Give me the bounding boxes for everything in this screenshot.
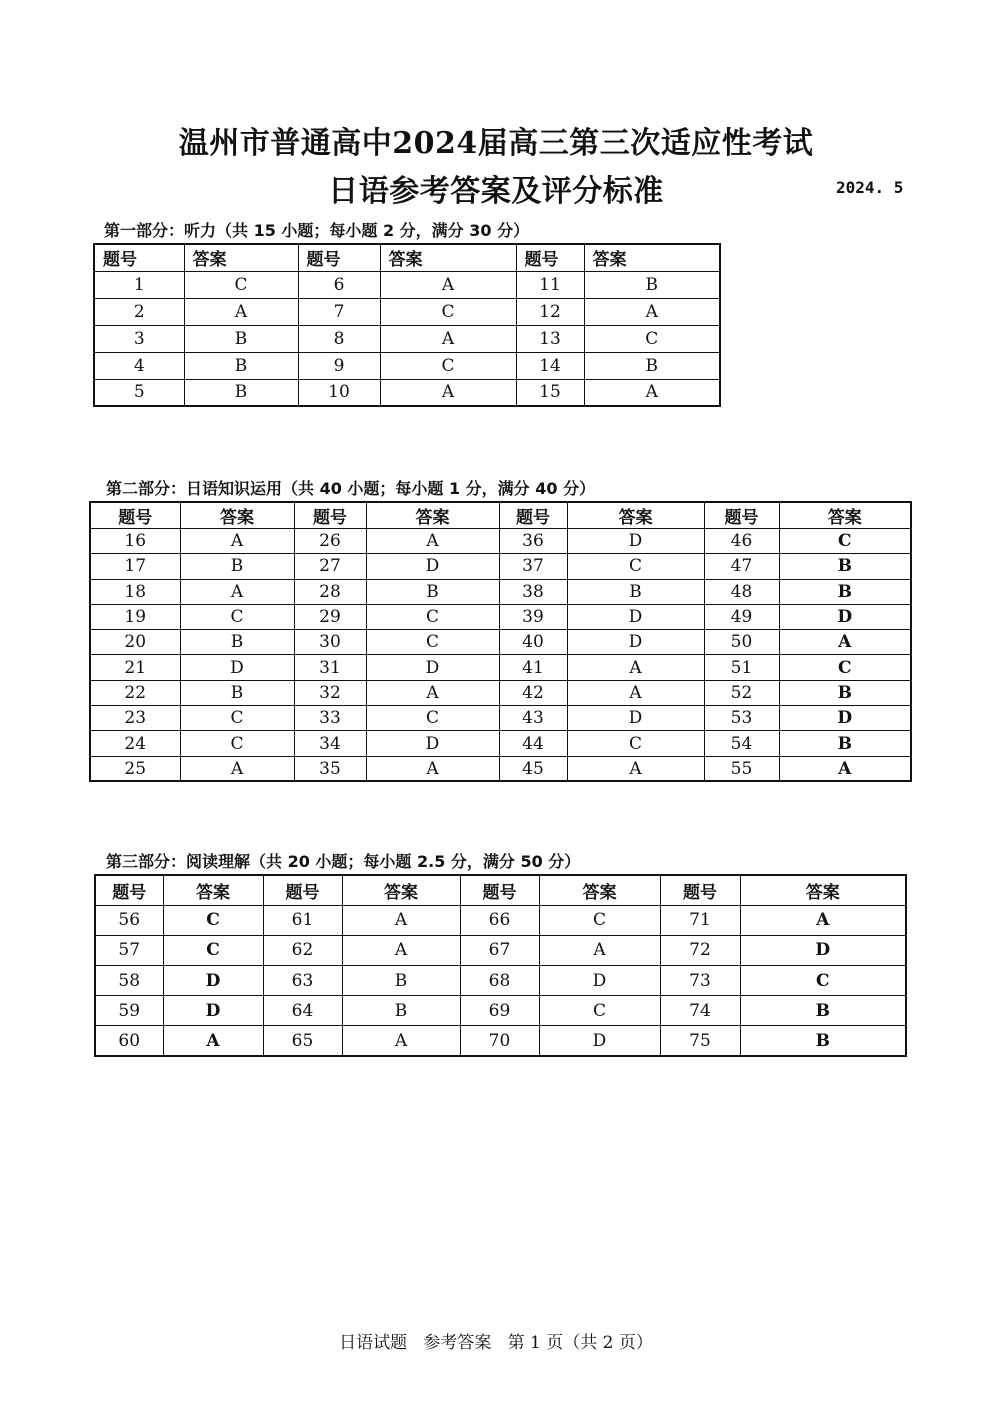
table-row [94, 325, 720, 352]
question-number: 17 [90, 554, 180, 579]
table-row [95, 935, 906, 965]
answer-cell: A [180, 529, 294, 554]
question-number: 21 [90, 655, 180, 680]
answer-cell: A [740, 905, 906, 935]
question-number: 63 [263, 966, 342, 996]
question-number: 5 [94, 379, 184, 406]
answer-cell: D [567, 630, 704, 655]
answer-cell: D [740, 935, 906, 965]
answer-cell: D [366, 655, 499, 680]
section-2-answer-table [89, 501, 912, 782]
question-number: 60 [95, 1026, 163, 1056]
answer-cell: A [380, 271, 516, 298]
question-number: 45 [499, 756, 567, 781]
answer-cell: A [163, 1026, 263, 1056]
answer-cell: D [779, 604, 911, 629]
question-number: 55 [704, 756, 779, 781]
question-number: 12 [516, 298, 584, 325]
answer-cell: C [779, 655, 911, 680]
question-number: 54 [704, 731, 779, 756]
question-number: 2 [94, 298, 184, 325]
answer-cell: A [342, 935, 460, 965]
answer-cell: B [366, 579, 499, 604]
table-row [94, 271, 720, 298]
question-number: 49 [704, 604, 779, 629]
answer-cell: A [366, 680, 499, 705]
page-footer: 日语试题 参考答案 第 1 页（共 2 页） [339, 1333, 653, 1353]
question-number: 59 [95, 996, 163, 1026]
answer-cell: C [380, 298, 516, 325]
answer-cell: D [567, 604, 704, 629]
answer-header: 答案 [342, 875, 460, 905]
question-number: 4 [94, 352, 184, 379]
table-row [95, 966, 906, 996]
table-row [90, 680, 911, 705]
answer-cell: B [567, 579, 704, 604]
question-number: 40 [499, 630, 567, 655]
answer-cell: C [567, 731, 704, 756]
table-header-row [94, 244, 720, 271]
answer-cell: D [539, 1026, 660, 1056]
answer-header: 答案 [184, 244, 298, 271]
answer-cell: A [567, 680, 704, 705]
table-row [90, 604, 911, 629]
answer-cell: B [740, 996, 906, 1026]
question-number-header: 题号 [294, 502, 366, 529]
question-number: 71 [660, 905, 740, 935]
answer-header: 答案 [366, 502, 499, 529]
answer-cell: A [380, 379, 516, 406]
answer-cell: B [180, 554, 294, 579]
answer-cell: C [366, 706, 499, 731]
document-title: 温州市普通高中2024届高三第三次适应性考试 [178, 126, 814, 161]
answer-cell: C [180, 706, 294, 731]
section-1-answer-table [93, 243, 721, 407]
answer-cell: A [584, 379, 720, 406]
section-3-heading: 第三部分：阅读理解（共 20 小题；每小题 2.5 分，满分 50 分） [106, 852, 581, 871]
answer-header: 答案 [567, 502, 704, 529]
question-number: 73 [660, 966, 740, 996]
question-number: 37 [499, 554, 567, 579]
answer-cell: B [779, 731, 911, 756]
answer-cell: D [567, 706, 704, 731]
answer-cell: A [539, 935, 660, 965]
answer-cell: B [740, 1026, 906, 1056]
question-number: 69 [460, 996, 539, 1026]
table-row [90, 630, 911, 655]
answer-cell: D [779, 706, 911, 731]
question-number: 26 [294, 529, 366, 554]
question-number: 58 [95, 966, 163, 996]
table-row [90, 554, 911, 579]
question-number: 72 [660, 935, 740, 965]
question-number: 62 [263, 935, 342, 965]
question-number: 20 [90, 630, 180, 655]
answer-cell: A [567, 756, 704, 781]
question-number: 14 [516, 352, 584, 379]
question-number: 29 [294, 604, 366, 629]
question-number: 35 [294, 756, 366, 781]
answer-header: 答案 [779, 502, 911, 529]
question-number: 9 [298, 352, 380, 379]
question-number: 75 [660, 1026, 740, 1056]
answer-cell: A [342, 1026, 460, 1056]
answer-cell: C [366, 630, 499, 655]
table-header-row [90, 502, 911, 529]
table-row [90, 756, 911, 781]
answer-cell: A [366, 756, 499, 781]
answer-cell: C [740, 966, 906, 996]
answer-cell: C [366, 604, 499, 629]
question-number: 22 [90, 680, 180, 705]
question-number: 6 [298, 271, 380, 298]
answer-cell: B [342, 996, 460, 1026]
question-number: 65 [263, 1026, 342, 1056]
question-number: 11 [516, 271, 584, 298]
question-number: 67 [460, 935, 539, 965]
answer-cell: D [163, 966, 263, 996]
answer-header: 答案 [584, 244, 720, 271]
section-1-heading: 第一部分：听力（共 15 小题；每小题 2 分，满分 30 分） [104, 221, 530, 240]
table-row [90, 706, 911, 731]
answer-cell: C [380, 352, 516, 379]
question-number: 34 [294, 731, 366, 756]
document-subtitle: 日语参考答案及评分标准 [328, 174, 664, 209]
answer-cell: C [180, 731, 294, 756]
question-number: 3 [94, 325, 184, 352]
question-number: 43 [499, 706, 567, 731]
question-number: 44 [499, 731, 567, 756]
question-number: 24 [90, 731, 180, 756]
question-number: 23 [90, 706, 180, 731]
question-number: 64 [263, 996, 342, 1026]
table-row [95, 1026, 906, 1056]
question-number: 74 [660, 996, 740, 1026]
question-number-header: 题号 [460, 875, 539, 905]
table-row [94, 298, 720, 325]
question-number: 53 [704, 706, 779, 731]
answer-cell: C [184, 271, 298, 298]
question-number: 7 [298, 298, 380, 325]
question-number: 68 [460, 966, 539, 996]
answer-cell: C [163, 905, 263, 935]
answer-cell: C [779, 529, 911, 554]
answer-cell: B [184, 325, 298, 352]
answer-cell: C [567, 554, 704, 579]
table-row [90, 655, 911, 680]
answer-cell: D [180, 655, 294, 680]
question-number: 31 [294, 655, 366, 680]
question-number: 48 [704, 579, 779, 604]
answer-cell: A [180, 756, 294, 781]
answer-cell: B [779, 579, 911, 604]
question-number: 36 [499, 529, 567, 554]
question-number-header: 题号 [95, 875, 163, 905]
table-row [95, 905, 906, 935]
table-row [90, 731, 911, 756]
question-number: 51 [704, 655, 779, 680]
question-number: 27 [294, 554, 366, 579]
answer-cell: A [180, 579, 294, 604]
question-number: 56 [95, 905, 163, 935]
answer-cell: B [584, 352, 720, 379]
answer-cell: B [184, 352, 298, 379]
question-number-header: 题号 [263, 875, 342, 905]
question-number: 57 [95, 935, 163, 965]
question-number: 16 [90, 529, 180, 554]
section-2-heading: 第二部分：日语知识运用（共 40 小题；每小题 1 分，满分 40 分） [106, 479, 596, 498]
answer-cell: C [180, 604, 294, 629]
question-number-header: 题号 [298, 244, 380, 271]
answer-cell: C [163, 935, 263, 965]
answer-cell: D [567, 529, 704, 554]
table-row [90, 579, 911, 604]
question-number: 41 [499, 655, 567, 680]
question-number: 19 [90, 604, 180, 629]
question-number-header: 题号 [90, 502, 180, 529]
answer-cell: A [184, 298, 298, 325]
answer-cell: D [366, 731, 499, 756]
question-number: 47 [704, 554, 779, 579]
answer-cell: A [779, 630, 911, 655]
answer-cell: C [539, 996, 660, 1026]
answer-cell: C [539, 905, 660, 935]
answer-cell: A [366, 529, 499, 554]
question-number: 50 [704, 630, 779, 655]
answer-cell: D [163, 996, 263, 1026]
question-number: 1 [94, 271, 184, 298]
answer-cell: D [366, 554, 499, 579]
answer-header: 答案 [180, 502, 294, 529]
question-number: 38 [499, 579, 567, 604]
answer-header: 答案 [380, 244, 516, 271]
question-number: 39 [499, 604, 567, 629]
question-number-header: 题号 [516, 244, 584, 271]
question-number: 46 [704, 529, 779, 554]
answer-header: 答案 [163, 875, 263, 905]
question-number: 13 [516, 325, 584, 352]
question-number: 33 [294, 706, 366, 731]
answer-cell: C [584, 325, 720, 352]
answer-cell: A [342, 905, 460, 935]
answer-cell: B [584, 271, 720, 298]
question-number: 66 [460, 905, 539, 935]
question-number-header: 题号 [94, 244, 184, 271]
question-number-header: 题号 [499, 502, 567, 529]
question-number: 28 [294, 579, 366, 604]
table-row [95, 996, 906, 1026]
answer-cell: B [180, 630, 294, 655]
question-number: 10 [298, 379, 380, 406]
answer-cell: A [380, 325, 516, 352]
question-number: 42 [499, 680, 567, 705]
question-number: 61 [263, 905, 342, 935]
question-number: 32 [294, 680, 366, 705]
question-number-header: 题号 [660, 875, 740, 905]
answer-cell: B [180, 680, 294, 705]
document-date: 2024. 5 [836, 178, 904, 197]
table-row [94, 352, 720, 379]
answer-header: 答案 [539, 875, 660, 905]
table-header-row [95, 875, 906, 905]
question-number: 70 [460, 1026, 539, 1056]
table-row [94, 379, 720, 406]
question-number: 52 [704, 680, 779, 705]
question-number: 8 [298, 325, 380, 352]
answer-cell: A [584, 298, 720, 325]
table-row [90, 529, 911, 554]
answer-cell: D [539, 966, 660, 996]
question-number: 30 [294, 630, 366, 655]
section-3-answer-table [94, 874, 907, 1057]
question-number-header: 题号 [704, 502, 779, 529]
answer-cell: B [342, 966, 460, 996]
answer-cell: B [779, 680, 911, 705]
answer-cell: B [779, 554, 911, 579]
question-number: 25 [90, 756, 180, 781]
answer-cell: A [779, 756, 911, 781]
answer-cell: A [567, 655, 704, 680]
answer-cell: B [184, 379, 298, 406]
question-number: 18 [90, 579, 180, 604]
answer-header: 答案 [740, 875, 906, 905]
question-number: 15 [516, 379, 584, 406]
